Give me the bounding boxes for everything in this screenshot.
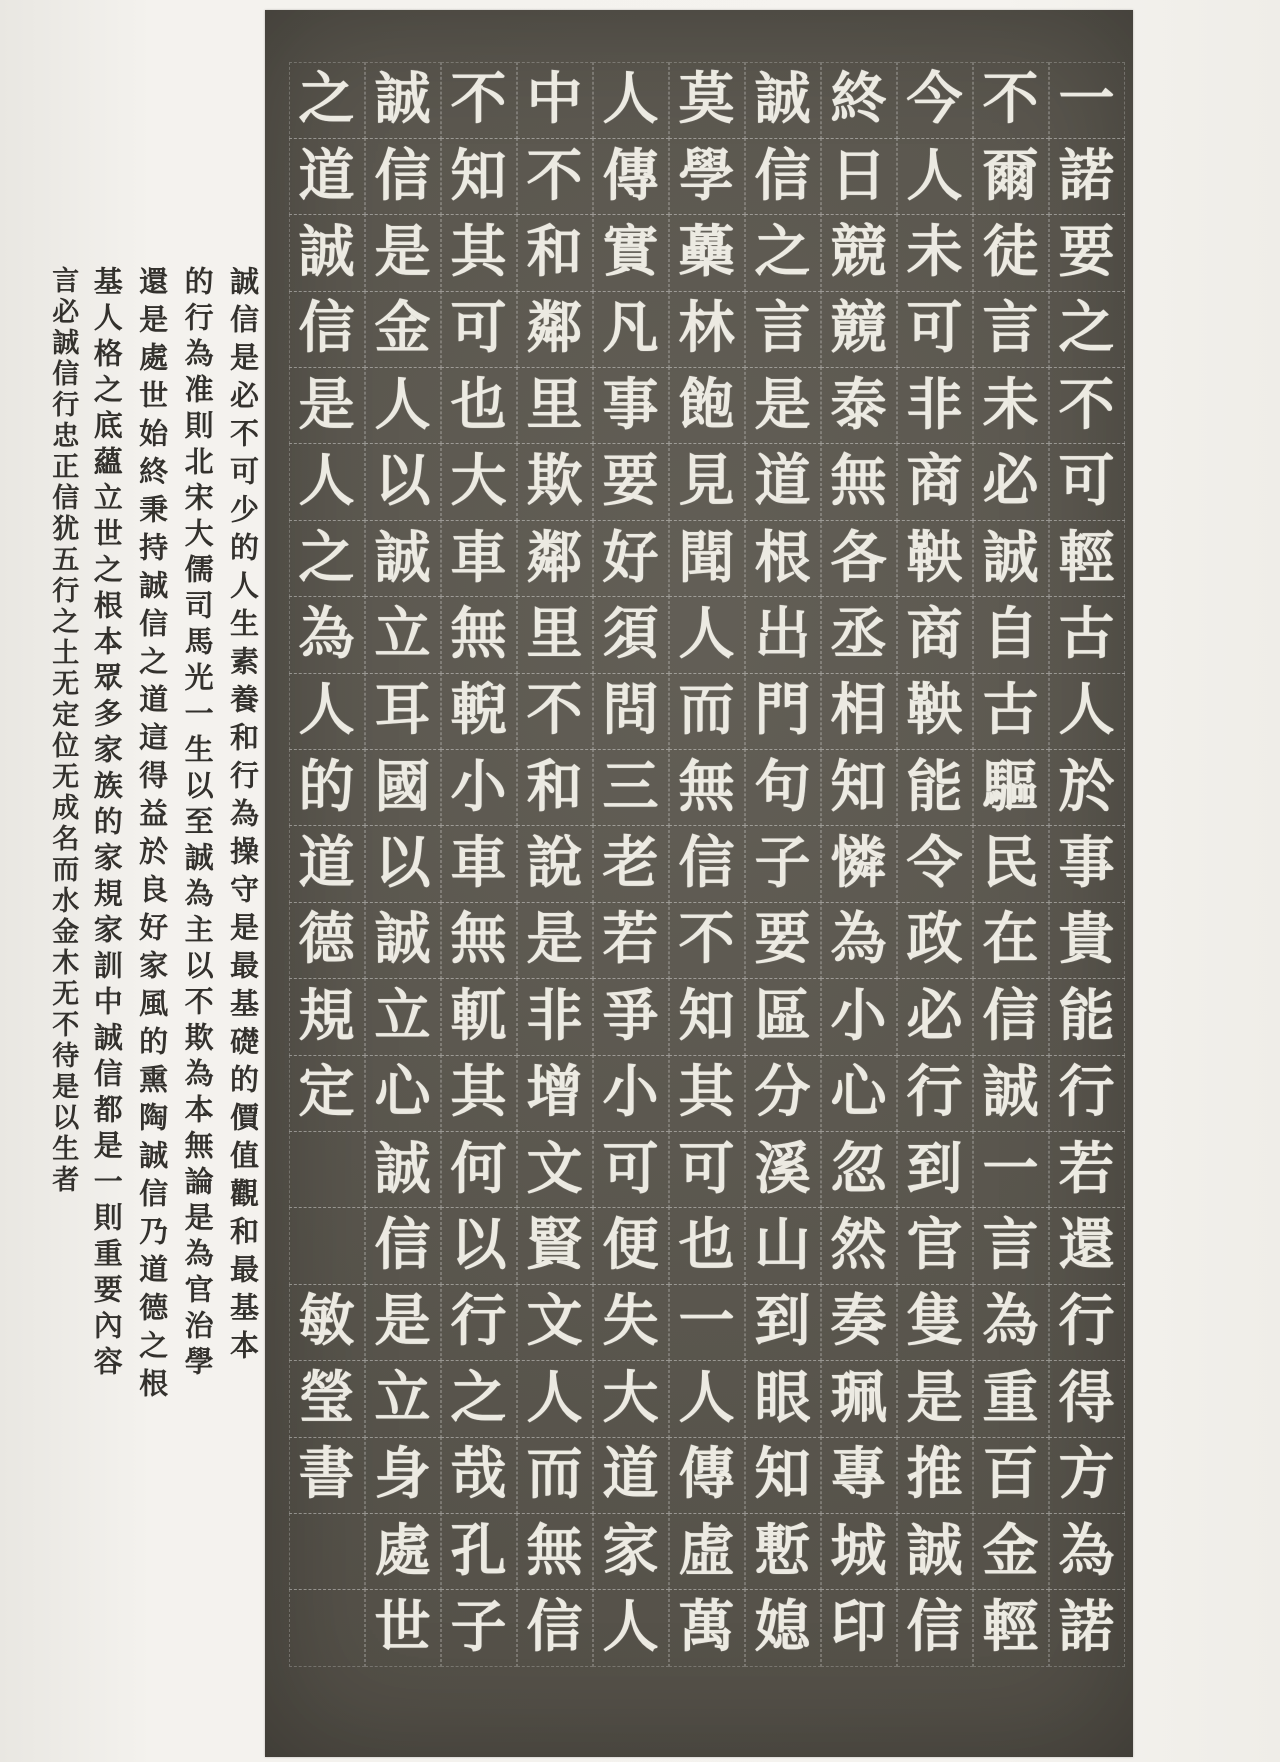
grid-cell: 小 bbox=[441, 749, 517, 826]
grid-cell: 可 bbox=[1049, 443, 1125, 520]
grid-column bbox=[593, 62, 669, 1666]
grid-cell: 誠 bbox=[365, 62, 441, 139]
grid-cell: 諾 bbox=[1049, 1589, 1125, 1666]
grid-cell: 立 bbox=[365, 1360, 441, 1437]
grid-cell: 家 bbox=[593, 1513, 669, 1590]
grid-cell: 而 bbox=[517, 1437, 593, 1514]
grid-cell: 學 bbox=[669, 138, 745, 215]
grid-cell: 之 bbox=[289, 62, 365, 139]
grid-cell: 城 bbox=[821, 1513, 897, 1590]
annotation-line: 基人格之底蘊立世之根本眾多家族的家規家訓中誠信都是一則重要內容 bbox=[89, 266, 124, 1382]
grid-cell: 日 bbox=[821, 138, 897, 215]
grid-cell: 人 bbox=[593, 1589, 669, 1666]
grid-cell: 信 bbox=[669, 825, 745, 902]
grid-cell: 鄰 bbox=[517, 291, 593, 368]
grid-cell bbox=[289, 1207, 365, 1284]
grid-cell: 人 bbox=[897, 138, 973, 215]
grid-cell bbox=[289, 1513, 365, 1590]
grid-cell: 是 bbox=[289, 367, 365, 444]
grid-cell: 各 bbox=[821, 520, 897, 597]
grid-cell: 古 bbox=[973, 673, 1049, 750]
grid-cell: 林 bbox=[669, 291, 745, 368]
grid-cell: 飽 bbox=[669, 367, 745, 444]
grid-cell: 相 bbox=[821, 673, 897, 750]
board-grid bbox=[289, 62, 1125, 1666]
grid-cell: 可 bbox=[441, 291, 517, 368]
grid-cell: 大 bbox=[441, 443, 517, 520]
grid-cell: 文 bbox=[517, 1284, 593, 1361]
grid-cell: 然 bbox=[821, 1207, 897, 1284]
grid-cell: 可 bbox=[593, 1131, 669, 1208]
grid-cell: 道 bbox=[289, 825, 365, 902]
grid-cell: 慙 bbox=[745, 1513, 821, 1590]
grid-cell: 門 bbox=[745, 673, 821, 750]
grid-cell: 誠 bbox=[745, 62, 821, 139]
grid-cell: 誠 bbox=[973, 1055, 1049, 1132]
grid-cell: 還 bbox=[1049, 1207, 1125, 1284]
grid-cell: 老 bbox=[593, 825, 669, 902]
grid-cell: 非 bbox=[897, 367, 973, 444]
grid-cell: 小 bbox=[593, 1055, 669, 1132]
grid-cell: 孔 bbox=[441, 1513, 517, 1590]
grid-cell: 忽 bbox=[821, 1131, 897, 1208]
grid-cell: 分 bbox=[745, 1055, 821, 1132]
grid-cell: 誠 bbox=[289, 214, 365, 291]
grid-cell: 人 bbox=[365, 367, 441, 444]
grid-cell: 若 bbox=[1049, 1131, 1125, 1208]
grid-cell: 必 bbox=[897, 978, 973, 1055]
grid-cell: 令 bbox=[897, 825, 973, 902]
grid-cell: 是 bbox=[897, 1360, 973, 1437]
grid-cell: 好 bbox=[593, 520, 669, 597]
grid-cell: 不 bbox=[1049, 367, 1125, 444]
grid-cell: 之 bbox=[1049, 291, 1125, 368]
grid-cell: 欺 bbox=[517, 443, 593, 520]
grid-cell: 失 bbox=[593, 1284, 669, 1361]
grid-cell: 丞 bbox=[821, 596, 897, 673]
grid-cell: 在 bbox=[973, 902, 1049, 979]
grid-column bbox=[289, 62, 365, 1666]
grid-cell: 知 bbox=[821, 749, 897, 826]
grid-cell: 奏 bbox=[821, 1284, 897, 1361]
grid-cell: 若 bbox=[593, 902, 669, 979]
grid-cell: 為 bbox=[289, 596, 365, 673]
grid-cell: 可 bbox=[897, 291, 973, 368]
grid-column bbox=[517, 62, 593, 1666]
grid-cell: 必 bbox=[973, 443, 1049, 520]
grid-cell: 凡 bbox=[593, 291, 669, 368]
grid-cell: 徒 bbox=[973, 214, 1049, 291]
grid-cell: 眼 bbox=[745, 1360, 821, 1437]
grid-cell: 不 bbox=[669, 902, 745, 979]
grid-cell: 出 bbox=[745, 596, 821, 673]
grid-cell: 為 bbox=[821, 902, 897, 979]
grid-cell bbox=[289, 1131, 365, 1208]
grid-cell: 區 bbox=[745, 978, 821, 1055]
grid-cell: 商 bbox=[897, 596, 973, 673]
grid-cell: 誠 bbox=[365, 902, 441, 979]
annotation-line: 還是處世始終秉持誠信之道這得益於良好家風的熏陶誠信乃道德之根 bbox=[135, 266, 170, 1406]
grid-cell: 傳 bbox=[593, 138, 669, 215]
grid-cell: 專 bbox=[821, 1437, 897, 1514]
grid-cell: 知 bbox=[745, 1437, 821, 1514]
grid-cell: 行 bbox=[1049, 1284, 1125, 1361]
grid-cell: 人 bbox=[1049, 673, 1125, 750]
grid-cell: 不 bbox=[441, 62, 517, 139]
grid-cell: 能 bbox=[1049, 978, 1125, 1055]
signature-char: 瑩 bbox=[289, 1360, 365, 1437]
grid-cell: 以 bbox=[441, 1207, 517, 1284]
grid-cell: 要 bbox=[1049, 214, 1125, 291]
grid-cell: 要 bbox=[745, 902, 821, 979]
grid-cell: 行 bbox=[441, 1284, 517, 1361]
grid-cell: 知 bbox=[669, 978, 745, 1055]
grid-cell: 道 bbox=[289, 138, 365, 215]
grid-cell: 事 bbox=[593, 367, 669, 444]
grid-cell: 一 bbox=[1049, 62, 1125, 139]
grid-cell: 輗 bbox=[441, 673, 517, 750]
grid-cell: 無 bbox=[517, 1513, 593, 1590]
grid-cell: 能 bbox=[897, 749, 973, 826]
grid-cell: 人 bbox=[289, 673, 365, 750]
grid-cell: 金 bbox=[973, 1513, 1049, 1590]
grid-cell: 知 bbox=[441, 138, 517, 215]
grid-cell: 聞 bbox=[669, 520, 745, 597]
grid-cell: 要 bbox=[593, 443, 669, 520]
grid-cell: 以 bbox=[365, 825, 441, 902]
grid-column bbox=[1049, 62, 1125, 1666]
grid-cell: 為 bbox=[973, 1284, 1049, 1361]
grid-cell: 古 bbox=[1049, 596, 1125, 673]
grid-cell: 信 bbox=[745, 138, 821, 215]
grid-cell: 於 bbox=[1049, 749, 1125, 826]
grid-cell: 鞅 bbox=[897, 673, 973, 750]
grid-cell: 虛 bbox=[669, 1513, 745, 1590]
grid-cell: 德 bbox=[289, 902, 365, 979]
grid-cell: 信 bbox=[897, 1589, 973, 1666]
grid-cell: 子 bbox=[441, 1589, 517, 1666]
grid-cell: 立 bbox=[365, 978, 441, 1055]
grid-cell: 誠 bbox=[365, 520, 441, 597]
grid-cell: 問 bbox=[593, 673, 669, 750]
grid-cell: 便 bbox=[593, 1207, 669, 1284]
grid-cell: 鄰 bbox=[517, 520, 593, 597]
grid-cell: 百 bbox=[973, 1437, 1049, 1514]
grid-column bbox=[897, 62, 973, 1666]
grid-cell bbox=[289, 1589, 365, 1666]
grid-cell: 行 bbox=[1049, 1055, 1125, 1132]
grid-cell: 根 bbox=[745, 520, 821, 597]
grid-cell: 商 bbox=[897, 443, 973, 520]
grid-cell: 自 bbox=[973, 596, 1049, 673]
grid-cell: 誠 bbox=[897, 1513, 973, 1590]
annotation-line: 誠信是必不可少的人生素養和行為操守是最基礎的價值觀和最基本 bbox=[226, 266, 260, 1368]
grid-cell: 是 bbox=[365, 214, 441, 291]
grid-cell: 的 bbox=[289, 749, 365, 826]
grid-cell: 終 bbox=[821, 62, 897, 139]
grid-cell: 里 bbox=[517, 596, 593, 673]
grid-column bbox=[821, 62, 897, 1666]
grid-cell: 三 bbox=[593, 749, 669, 826]
grid-cell: 非 bbox=[517, 978, 593, 1055]
grid-cell: 輕 bbox=[1049, 520, 1125, 597]
grid-cell: 賢 bbox=[517, 1207, 593, 1284]
grid-cell: 傳 bbox=[669, 1437, 745, 1514]
grid-cell: 文 bbox=[517, 1131, 593, 1208]
grid-cell: 莫 bbox=[669, 62, 745, 139]
grid-cell: 印 bbox=[821, 1589, 897, 1666]
grid-cell: 以 bbox=[365, 443, 441, 520]
grid-cell: 是 bbox=[517, 902, 593, 979]
grid-cell: 驅 bbox=[973, 749, 1049, 826]
grid-cell: 政 bbox=[897, 902, 973, 979]
grid-column bbox=[973, 62, 1049, 1666]
grid-cell: 事 bbox=[1049, 825, 1125, 902]
grid-cell: 誠 bbox=[973, 520, 1049, 597]
grid-column bbox=[745, 62, 821, 1666]
grid-cell: 何 bbox=[441, 1131, 517, 1208]
grid-cell: 信 bbox=[365, 1207, 441, 1284]
grid-cell: 競 bbox=[821, 214, 897, 291]
grid-cell: 到 bbox=[745, 1284, 821, 1361]
grid-cell: 山 bbox=[745, 1207, 821, 1284]
grid-cell: 金 bbox=[365, 291, 441, 368]
grid-cell: 道 bbox=[745, 443, 821, 520]
grid-cell: 到 bbox=[897, 1131, 973, 1208]
grid-cell: 一 bbox=[669, 1284, 745, 1361]
annotation-line: 言必誠信行忠正信犹五行之土无定位无成名而水金木无不待是以生者 bbox=[47, 266, 79, 1196]
annotation-block bbox=[12, 266, 258, 1496]
grid-cell: 小 bbox=[821, 978, 897, 1055]
grid-cell: 處 bbox=[365, 1513, 441, 1590]
grid-cell: 定 bbox=[289, 1055, 365, 1132]
grid-cell: 車 bbox=[441, 520, 517, 597]
signature-char: 敏 bbox=[289, 1284, 365, 1361]
grid-cell: 見 bbox=[669, 443, 745, 520]
grid-cell: 其 bbox=[441, 1055, 517, 1132]
grid-cell: 信 bbox=[365, 138, 441, 215]
annotation-line: 的行為准則北宋大儒司馬光一生以至誠為主以不欺為本無論是為官治學 bbox=[180, 266, 215, 1382]
grid-cell: 爾 bbox=[973, 138, 1049, 215]
grid-cell: 官 bbox=[897, 1207, 973, 1284]
grid-cell: 不 bbox=[973, 62, 1049, 139]
grid-cell: 中 bbox=[517, 62, 593, 139]
grid-cell: 鞅 bbox=[897, 520, 973, 597]
grid-cell: 立 bbox=[365, 596, 441, 673]
grid-cell: 是 bbox=[365, 1284, 441, 1361]
grid-cell: 泰 bbox=[821, 367, 897, 444]
grid-cell: 行 bbox=[897, 1055, 973, 1132]
grid-cell: 之 bbox=[289, 520, 365, 597]
grid-cell: 實 bbox=[593, 214, 669, 291]
grid-column bbox=[365, 62, 441, 1666]
grid-cell: 耳 bbox=[365, 673, 441, 750]
grid-cell: 重 bbox=[973, 1360, 1049, 1437]
grid-cell: 和 bbox=[517, 749, 593, 826]
grid-cell: 也 bbox=[669, 1207, 745, 1284]
grid-cell: 國 bbox=[365, 749, 441, 826]
grid-cell: 信 bbox=[973, 978, 1049, 1055]
grid-cell: 未 bbox=[973, 367, 1049, 444]
grid-cell: 得 bbox=[1049, 1360, 1125, 1437]
grid-cell: 大 bbox=[593, 1360, 669, 1437]
grid-cell: 人 bbox=[669, 596, 745, 673]
grid-cell: 誠 bbox=[365, 1131, 441, 1208]
grid-cell: 無 bbox=[669, 749, 745, 826]
grid-cell: 未 bbox=[897, 214, 973, 291]
grid-cell: 其 bbox=[669, 1055, 745, 1132]
grid-cell: 人 bbox=[669, 1360, 745, 1437]
grid-cell: 方 bbox=[1049, 1437, 1125, 1514]
grid-cell: 隻 bbox=[897, 1284, 973, 1361]
grid-cell: 人 bbox=[593, 62, 669, 139]
grid-cell: 溪 bbox=[745, 1131, 821, 1208]
grid-cell: 和 bbox=[517, 214, 593, 291]
grid-cell: 今 bbox=[897, 62, 973, 139]
grid-cell: 無 bbox=[441, 902, 517, 979]
grid-cell: 須 bbox=[593, 596, 669, 673]
grid-cell: 而 bbox=[669, 673, 745, 750]
grid-cell: 憐 bbox=[821, 825, 897, 902]
grid-cell: 推 bbox=[897, 1437, 973, 1514]
grid-cell: 心 bbox=[365, 1055, 441, 1132]
grid-cell: 規 bbox=[289, 978, 365, 1055]
grid-cell: 民 bbox=[973, 825, 1049, 902]
grid-cell: 里 bbox=[517, 367, 593, 444]
grid-cell: 可 bbox=[669, 1131, 745, 1208]
grid-cell: 之 bbox=[745, 214, 821, 291]
grid-cell: 人 bbox=[517, 1360, 593, 1437]
grid-cell: 道 bbox=[593, 1437, 669, 1514]
grid-cell: 人 bbox=[289, 443, 365, 520]
grid-cell: 句 bbox=[745, 749, 821, 826]
grid-cell: 無 bbox=[441, 596, 517, 673]
grid-cell: 媳 bbox=[745, 1589, 821, 1666]
grid-column bbox=[669, 62, 745, 1666]
grid-cell: 珮 bbox=[821, 1360, 897, 1437]
grid-cell: 輕 bbox=[973, 1589, 1049, 1666]
grid-cell: 世 bbox=[365, 1589, 441, 1666]
grid-cell: 為 bbox=[1049, 1513, 1125, 1590]
grid-cell: 諾 bbox=[1049, 138, 1125, 215]
grid-cell: 信 bbox=[517, 1589, 593, 1666]
grid-cell: 子 bbox=[745, 825, 821, 902]
grid-cell: 言 bbox=[745, 291, 821, 368]
grid-cell: 不 bbox=[517, 138, 593, 215]
grid-cell: 信 bbox=[289, 291, 365, 368]
grid-cell: 心 bbox=[821, 1055, 897, 1132]
grid-cell: 也 bbox=[441, 367, 517, 444]
grid-cell: 無 bbox=[821, 443, 897, 520]
grid-cell: 之 bbox=[441, 1360, 517, 1437]
grid-column bbox=[441, 62, 517, 1666]
grid-cell: 是 bbox=[745, 367, 821, 444]
grid-cell: 萬 bbox=[669, 1589, 745, 1666]
grid-cell: 車 bbox=[441, 825, 517, 902]
grid-cell: 爭 bbox=[593, 978, 669, 1055]
grid-cell: 貴 bbox=[1049, 902, 1125, 979]
grid-cell: 不 bbox=[517, 673, 593, 750]
grid-cell: 增 bbox=[517, 1055, 593, 1132]
grid-cell: 言 bbox=[973, 1207, 1049, 1284]
calligraphy-board bbox=[265, 10, 1133, 1757]
signature-char: 書 bbox=[289, 1437, 365, 1514]
grid-cell: 蘽 bbox=[669, 214, 745, 291]
grid-cell: 身 bbox=[365, 1437, 441, 1514]
grid-cell: 竸 bbox=[821, 291, 897, 368]
grid-cell: 哉 bbox=[441, 1437, 517, 1514]
grid-cell: 言 bbox=[973, 291, 1049, 368]
grid-cell: 說 bbox=[517, 825, 593, 902]
grid-cell: 一 bbox=[973, 1131, 1049, 1208]
grid-cell: 軏 bbox=[441, 978, 517, 1055]
grid-cell: 其 bbox=[441, 214, 517, 291]
